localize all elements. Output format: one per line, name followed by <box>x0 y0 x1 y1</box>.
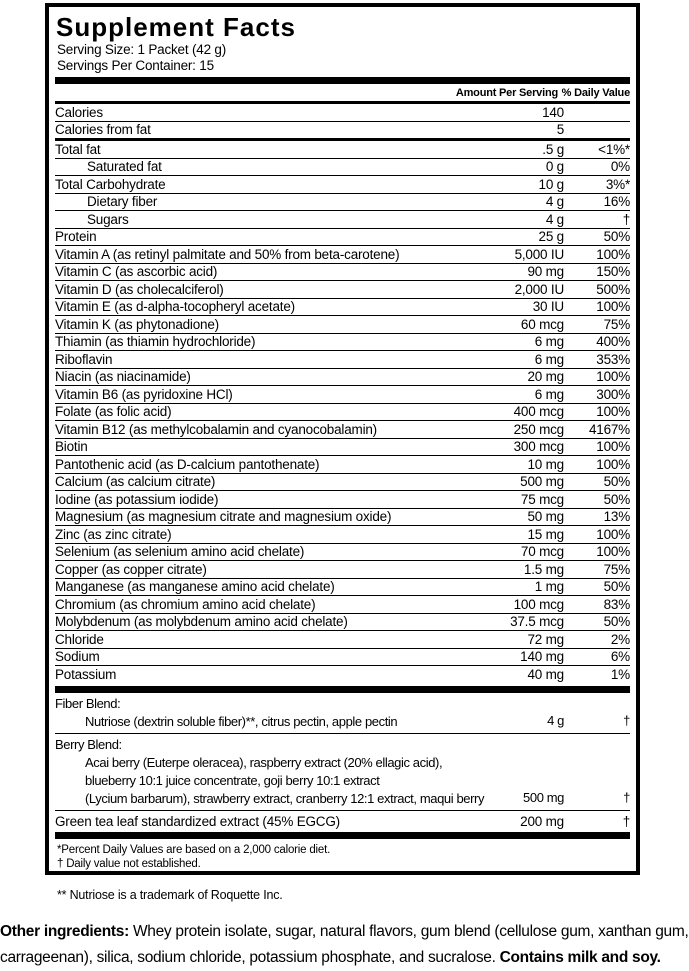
table-row <box>55 666 630 683</box>
row-amount: 6 mg <box>534 334 564 349</box>
thick-divider-bar <box>55 77 630 84</box>
footnote: *Percent Daily Values are based on a 2,000 calorie diet. <box>57 843 331 856</box>
footnotes <box>55 832 630 872</box>
row-label: Selenium (as selenium amino acid chelate) <box>55 544 305 559</box>
row-amount: 90 mg <box>527 264 564 279</box>
row-amount: 500 mg <box>523 789 564 805</box>
other-ingredients-prefix: Other ingredients: <box>0 923 129 940</box>
row-daily-value: † <box>622 813 630 829</box>
row-amount: 6 mg <box>534 351 564 367</box>
row-daily-value: † <box>623 789 630 805</box>
row-daily-value: 353% <box>596 351 630 367</box>
table-row <box>55 509 630 527</box>
table-row <box>55 211 630 229</box>
row-label: Chloride <box>55 631 104 647</box>
blend-ingredients-line: Acai berry (Euterpe oleracea), raspberry extract (20% ellagic acid), <box>85 754 443 770</box>
row-amount: 20 mg <box>527 369 564 384</box>
row-daily-value: 2% <box>610 631 630 647</box>
blend-title: Berry Blend: <box>55 736 122 752</box>
table-row <box>55 369 630 387</box>
row-daily-value: 1% <box>610 666 630 682</box>
row-label: Green tea leaf standardized extract (45% EGCG) <box>55 813 340 829</box>
row-daily-value: 50% <box>603 491 630 507</box>
row-daily-value: 75% <box>603 561 630 577</box>
row-daily-value: † <box>623 712 630 728</box>
blend-row <box>55 734 630 811</box>
row-label: Protein <box>55 229 97 244</box>
row-amount: 6 mg <box>534 386 564 402</box>
row-label: Copper (as copper citrate) <box>55 561 207 577</box>
row-daily-value: 100% <box>596 246 630 262</box>
row-label: Niacin (as niacinamide) <box>55 369 191 384</box>
trademark-note: ** Nutriose is a trademark of Roquette Inc. <box>57 888 283 902</box>
table-row <box>55 544 630 562</box>
table-row <box>55 229 630 247</box>
table-row <box>55 334 630 352</box>
row-label: Vitamin A (as retinyl palmitate and 50% from beta-carotene) <box>55 246 400 262</box>
blend-text <box>55 695 547 731</box>
row-amount: 37.5 mcg <box>510 614 564 629</box>
row-amount: 72 mg <box>527 631 564 647</box>
table-row <box>55 122 630 142</box>
row-amount: 500 mg <box>520 474 564 489</box>
col-amount-per-serving: Amount Per Serving <box>455 87 558 99</box>
table-row <box>55 281 630 299</box>
row-label: Molybdenum (as molybdenum amino acid chelate) <box>55 614 348 629</box>
table-row <box>55 351 630 369</box>
row-daily-value: 13% <box>603 509 630 524</box>
table-row <box>55 404 630 422</box>
row-label: Thiamin (as thiamin hydrochloride) <box>55 334 256 349</box>
row-amount: 40 mg <box>527 666 564 682</box>
row-amount: 25 g <box>538 229 564 244</box>
row-label: Pantothenic acid (as D-calcium pantothenate) <box>55 456 320 472</box>
row-daily-value: 0% <box>610 159 630 174</box>
col-percent-daily-value: % Daily Value <box>561 87 630 99</box>
row-daily-value: 16% <box>603 194 630 209</box>
row-label: Riboflavin <box>55 351 113 367</box>
table-row <box>55 141 630 159</box>
table-row <box>55 614 630 632</box>
row-amount: 300 mcg <box>513 439 564 454</box>
row-label: Vitamin E (as d-alpha-tocopheryl acetate) <box>55 299 295 314</box>
servings-per-container: Servings Per Container: 15 <box>57 58 214 73</box>
row-label: Chromium (as chromium amino acid chelate) <box>55 596 316 612</box>
row-daily-value: 400% <box>596 334 630 349</box>
row-daily-value: <1%* <box>598 141 630 157</box>
row-label: Folate (as folic acid) <box>55 404 172 419</box>
row-label: Calories from fat <box>55 122 151 137</box>
row-amount: 100 mcg <box>513 596 564 612</box>
blend-ingredients-line: blueberry 10:1 juice concentrate, goji berry 10:1 extract <box>85 772 380 788</box>
row-amount: 140 mg <box>520 649 564 664</box>
table-row <box>55 474 630 492</box>
table-row <box>55 649 630 667</box>
row-daily-value: 100% <box>596 299 630 314</box>
other-ingredients-body: Whey protein isolate, sugar, natural flavors, gum blend (cellulose gum, xanthan gum, carrageenan), silica, sodium chloride, potassium phosphate, and sucralose. <box>0 923 689 966</box>
row-amount: 4 g <box>547 712 564 728</box>
row-amount: 4 g <box>545 211 564 227</box>
row-amount: 10 mg <box>527 456 564 472</box>
table-row <box>55 579 630 597</box>
table-row <box>55 264 630 282</box>
row-daily-value: 50% <box>603 229 630 244</box>
table-row <box>55 176 630 194</box>
row-amount: 15 mg <box>527 526 564 542</box>
row-amount: 5,000 IU <box>514 246 564 262</box>
row-label: Vitamin B12 (as methylcobalamin and cyanocobalamin) <box>55 421 377 437</box>
row-daily-value: 50% <box>603 579 630 594</box>
blend-ingredients-line: Nutriose (dextrin soluble fiber)**, citrus pectin, apple pectin <box>85 713 398 729</box>
row-label: Manganese (as manganese amino acid chelate) <box>55 579 335 594</box>
row-amount: 50 mg <box>527 509 564 524</box>
row-daily-value: 500% <box>596 281 630 297</box>
row-label: Biotin <box>55 439 88 454</box>
table-row <box>55 316 630 334</box>
blend-title: Fiber Blend: <box>55 695 121 711</box>
row-daily-value: 100% <box>596 369 630 384</box>
table-row <box>55 439 630 457</box>
row-amount: 75 mcg <box>520 491 564 507</box>
blend-text <box>55 736 523 808</box>
row-amount: 200 mg <box>520 813 564 829</box>
other-ingredients <box>0 919 689 971</box>
table-row <box>55 421 630 439</box>
table-row <box>55 194 630 212</box>
row-amount: 0 g <box>545 159 564 174</box>
row-label: Sugars <box>87 211 129 227</box>
row-daily-value: 100% <box>596 544 630 559</box>
panel-title: Supplement Facts <box>56 12 296 42</box>
table-row <box>55 104 630 122</box>
row-label: Saturated fat <box>87 159 162 174</box>
table-row <box>55 386 630 404</box>
row-amount: 250 mcg <box>513 421 564 437</box>
nutrient-rows <box>55 104 630 683</box>
blend-row <box>55 693 630 734</box>
table-row <box>55 526 630 544</box>
blend-rows <box>55 693 630 811</box>
row-daily-value: 100% <box>596 439 630 454</box>
row-daily-value: † <box>622 211 630 227</box>
row-label: Iodine (as potassium iodide) <box>55 491 219 507</box>
green-tea-extract-row <box>55 811 630 832</box>
blend-ingredients-line: (Lycium barbarum), strawberry extract, cranberry 12:1 extract, maqui berry <box>85 790 485 806</box>
row-daily-value: 83% <box>603 596 630 612</box>
row-amount: 30 IU <box>532 299 564 314</box>
serving-size: Serving Size: 1 Packet (42 g) <box>57 42 227 57</box>
table-row <box>55 561 630 579</box>
row-label: Vitamin K (as phytonadione) <box>55 316 219 332</box>
row-amount: 1.5 mg <box>523 561 564 577</box>
row-label: Calories <box>55 104 103 120</box>
row-amount: 1 mg <box>534 579 564 594</box>
row-label: Vitamin C (as ascorbic acid) <box>55 264 218 279</box>
row-amount: 5 <box>556 122 564 137</box>
table-row <box>55 596 630 614</box>
row-daily-value: 4167% <box>588 421 630 437</box>
thick-divider-bar <box>55 686 630 693</box>
row-amount: 10 g <box>538 176 564 192</box>
row-label: Vitamin D (as cholecalciferol) <box>55 281 224 297</box>
row-amount: 60 mcg <box>520 316 564 332</box>
table-row <box>55 246 630 264</box>
supplement-facts-panel <box>45 3 640 875</box>
row-label: Potassium <box>55 666 117 682</box>
row-label: Calcium (as calcium citrate) <box>55 474 216 489</box>
row-amount: 70 mcg <box>520 544 564 559</box>
row-daily-value: 50% <box>603 614 630 629</box>
row-label: Dietary fiber <box>87 194 158 209</box>
row-amount: 2,000 IU <box>514 281 564 297</box>
row-label: Total fat <box>55 141 101 157</box>
row-amount: 400 mcg <box>513 404 564 419</box>
table-row <box>55 299 630 317</box>
contains-statement: Contains milk and soy. <box>499 949 661 966</box>
row-label: Magnesium (as magnesium citrate and magnesium oxide) <box>55 509 392 524</box>
footnote: † Daily value not established. <box>57 858 201 870</box>
row-daily-value: 6% <box>610 649 630 664</box>
row-amount: 4 g <box>545 194 564 209</box>
row-daily-value: 100% <box>596 456 630 472</box>
table-row <box>55 631 630 649</box>
row-daily-value: 300% <box>596 386 630 402</box>
row-daily-value: 3%* <box>605 176 630 192</box>
row-label: Sodium <box>55 649 100 664</box>
row-daily-value: 75% <box>603 316 630 332</box>
row-label: Vitamin B6 (as pyridoxine HCl) <box>55 386 233 402</box>
row-daily-value: 50% <box>603 474 630 489</box>
table-row <box>55 159 630 177</box>
table-row <box>55 491 630 509</box>
row-label: Zinc (as zinc citrate) <box>55 526 172 542</box>
row-daily-value: 150% <box>596 264 630 279</box>
row-label: Total Carbohydrate <box>55 176 166 192</box>
row-daily-value: 100% <box>596 404 630 419</box>
row-daily-value: 100% <box>596 526 630 542</box>
column-headers <box>55 84 630 104</box>
table-row <box>55 456 630 474</box>
row-amount: 140 <box>542 104 564 120</box>
row-amount: .5 g <box>542 141 564 157</box>
